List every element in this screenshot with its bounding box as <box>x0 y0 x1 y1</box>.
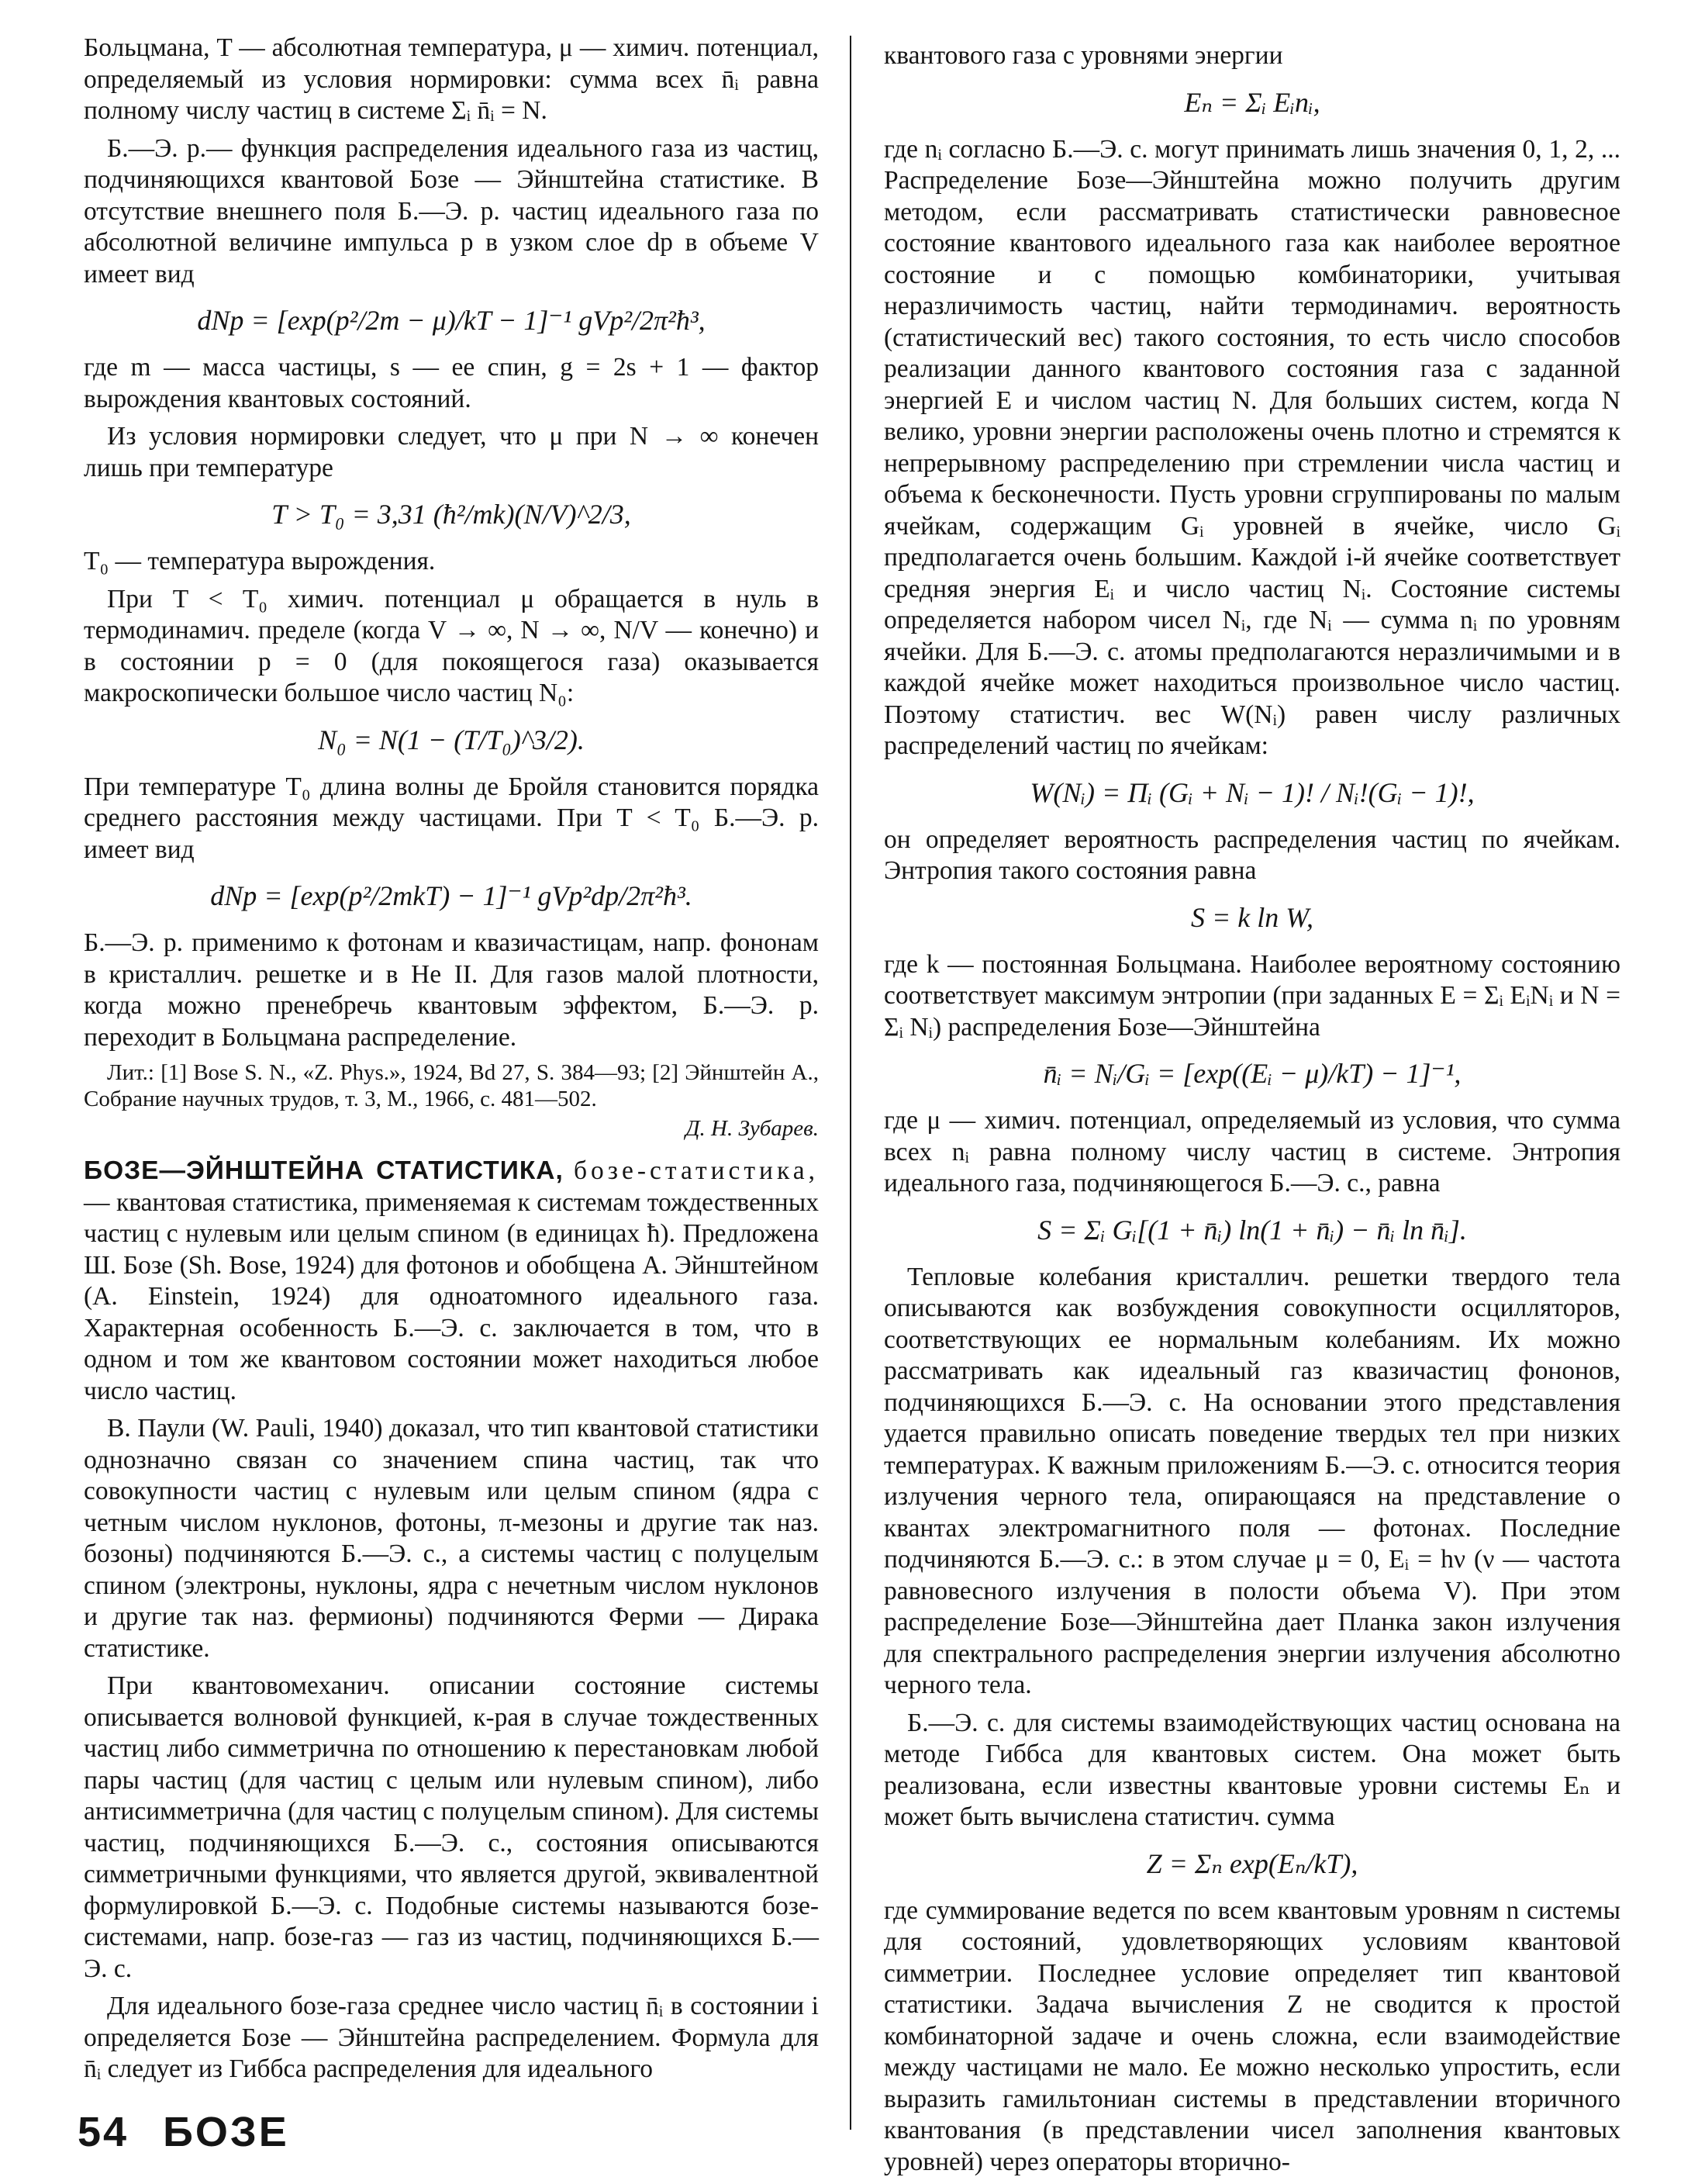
left-column <box>84 33 819 2092</box>
formula: S = k ln W, <box>1191 901 1313 933</box>
paragraph: Из условия нормировки следует, что μ при N → ∞ конечен лишь при температуре <box>84 422 819 482</box>
paragraph: T₀ — температура вырождения. <box>84 547 436 575</box>
right-column <box>884 40 1620 2184</box>
formula: N₀ = N(1 − (T/T₀)^3/2). <box>318 724 585 755</box>
paragraph: где μ — химич. потенциал, определяемый из условия, что сумма всех nᵢ равна полному числу частиц в системе. Энтропия идеального газа, подчиняющегося Б.—Э. с., равна <box>884 1106 1620 1197</box>
paragraph: Б.—Э. р.— функция распределения идеального газа из частиц, подчиняющихся квантовой Бозе — Эйнштейна статистике. В отсутствие внешнего поля Б.—Э. р. частиц идеального газа по абсолютной величине импульса p в узком слое dp в объеме V имеет вид <box>84 133 819 289</box>
paragraph: Б.—Э. с. для системы взаимодействующих частиц основана на методе Гиббса для квантовых систем. Она может быть реализована, если известны квантовые уровни системы Eₙ и может быть вычислена статистич. сумма <box>884 1708 1620 1831</box>
paragraph: При температуре T₀ длина волны де Бройля становится порядка среднего расстояния между частицами. При T < T₀ Б.—Э. р. имеет вид <box>84 772 819 864</box>
formula: n̄ᵢ = Nᵢ/Gᵢ = [exp((Eᵢ − μ)/kT) − 1]⁻¹, <box>1043 1058 1462 1089</box>
page-footer <box>78 2108 309 2156</box>
paragraph: Для идеального бозе-газа среднее число частиц n̄ᵢ в состоянии i определяется Бозе — Эйнштейна распределением. Формула для n̄ᵢ следует из Гиббса распределения для идеального <box>84 1992 819 2083</box>
formula: dNp = [exp(p²/2mkT) − 1]⁻¹ gVp²dp/2π²ħ³. <box>210 880 692 911</box>
entry-headword: БОЗЕ—ЭЙНШТЕЙНА СТАТИСТИКА, <box>84 1156 564 1185</box>
paragraph: В. Паули (W. Pauli, 1940) доказал, что тип квантовой статистики однозначно связан со значением спина частиц, так что совокупности частиц с нулевым или целым спином (ядра с четным числом нуклонов, фотоны, π-мезоны и другие так наз. бозоны) подчиняются Б.—Э. с., а системы частиц с полуцелым спином (электроны, нуклоны, ядра с нечетным числом нуклонов и другие так наз. фермионы) подчиняются Ферми — Дирака статистике. <box>84 1414 819 1663</box>
paragraph: где m — масса частицы, s — ее спин, g = 2s + 1 — фактор вырождения квантовых состояний. <box>84 353 819 413</box>
entry-definition: — квантовая статистика, применяемая к системам тождественных частиц с нулевым или целым спином (в единицах ħ). Предложена Ш. Бозе (Sh. Bose, 1924) для фотонов и обобщена А. Эйнштейном (A. Einstein, 1924) для одноатомного идеального газа. Характерная особенность Б.—Э. с. заключается в том, что в одном и том же квантовом состоянии может находиться любое число частиц. <box>84 1187 819 1405</box>
article-author: Д. Н. Зубарев. <box>685 1116 819 1141</box>
literature-references: Лит.: [1] Bose S. N., «Z. Phys.», 1924, Bd 27, S. 384—93; [2] Эйнштейн А., Собрание научных трудов, т. 3, М., 1966, с. 481—502. <box>84 1060 819 1111</box>
paragraph: При квантовомеханич. описании состояние системы описывается волновой функцией, к-рая в случае тождественных частиц либо симметрична по отношению к перестановкам любой пары частиц (для частиц с целым или нулевым спином), либо антисимметрична (для частиц с полуцелым спином). Для системы частиц, подчиняющихся Б.—Э. с., состояния описываются симметричными функциями, что является другой, эквивалентной формулировкой Б.—Э. с. Подобные системы называются бозе-системами, напр. бозе-газ — газ из частиц, подчиняющихся Б.—Э. с. <box>84 1671 819 1983</box>
formula: dNp = [exp(p²/2m − μ)/kT − 1]⁻¹ gVp²/2π²ħ³, <box>197 305 706 336</box>
formula: S = Σᵢ Gᵢ[(1 + n̄ᵢ) ln(1 + n̄ᵢ) − n̄ᵢ ln n̄ᵢ]. <box>1037 1214 1467 1246</box>
paragraph: где nᵢ согласно Б.—Э. с. могут принимать лишь значения 0, 1, 2, ... Распределение Бозе—Эйнштейна можно получить другим методом, если рассматривать статистически равновесное состояние квантового идеального газа как наиболее вероятное состояние и с помощью комбинаторики, учитывая неразличимость частиц, найти термодинамич. вероятность (статистический вес) такого состояния, то есть число способов реализации данного квантового состояния газа с заданной энергией E и числом частиц N. Для больших систем, когда N велико, уровни энергии расположены очень плотно и стремятся к непрерывному распределению при стремлении числа частиц и объема к бесконечности. Пусть уровни сгруппированы по малым ячейкам, содержащим Gᵢ уровней в ячейке, число Gᵢ предполагается очень большим. Каждой i-й ячейке соответствует средняя энергия Eᵢ и число частиц Nᵢ. Состояние системы определяется набором чисел Nᵢ, где Nᵢ — сумма nᵢ по уровням ячейки. Для Б.—Э. с. атомы предполагаются неразличимыми и в каждой ячейке может находиться произвольное число частиц. Поэтому статистич. вес W(Nᵢ) равен числу различных распределений частиц по ячейкам: <box>884 134 1620 760</box>
formula: W(Nᵢ) = Πᵢ (Gᵢ + Nᵢ − 1)! / Nᵢ!(Gᵢ − 1)!, <box>1030 776 1475 808</box>
paragraph: квантового газа с уровнями энергии <box>884 41 1283 70</box>
paragraph: он определяет вероятность распределения частиц по ячейкам. Энтропия такого состояния равна <box>884 824 1620 885</box>
paragraph: Тепловые колебания кристаллич. решетки твердого тела описываются как возбуждения совокупности осцилляторов, соответствующих ее нормальным колебаниям. Их можно рассматривать как идеальный газ квазичастиц фононов, подчиняющихся Б.—Э. с. На основании этого представления удается правильно описать поведение твердых тел при низких температурах. К важным приложениям Б.—Э. с. относится теория излучения черного тела, опирающаяся на представление о квантах электромагнитного поля — фотонах. Последние подчиняются Б.—Э. с.: в этом случае μ = 0, Eᵢ = hν (ν — частота равновесного излучения в полости объема V). При этом распределение Бозе—Эйнштейна дает Планка закон излучения для спектрального распределения энергии излучения абсолютно черного тела. <box>884 1262 1620 1699</box>
paragraph: Больцмана, T — абсолютная температура, μ — химич. потенциал, определяемый из условия нормировки: сумма всех n̄ᵢ равна полному числу частиц в системе Σᵢ n̄ᵢ = N. <box>84 33 819 125</box>
paragraph: где k — постоянная Больцмана. Наиболее вероятному состоянию соответствует максимум энтропии (при заданных E = Σᵢ EᵢNᵢ и N = Σᵢ Nᵢ) распределения Бозе—Эйнштейна <box>884 949 1620 1042</box>
column-divider <box>850 36 851 2130</box>
running-head: БОЗЕ <box>163 2109 289 2155</box>
formula: Eₙ = Σᵢ Eᵢnᵢ, <box>1184 86 1320 118</box>
page-number: 54 <box>78 2109 129 2155</box>
formula: Z = Σₙ exp(Eₙ/kT), <box>1146 1847 1358 1879</box>
paragraph: Б.—Э. р. применимо к фотонам и квазичастицам, напр. фононам в кристаллич. решетке и в He II. Для газов малой плотности, когда можно пренебречь квантовым эффектом, Б.—Э. р. переходит в Больцмана распределение. <box>84 928 819 1052</box>
formula: T > T₀ = 3,31 (ħ²/mk)(N/V)^2/3, <box>271 499 631 530</box>
entry-paragraph <box>84 1156 819 1407</box>
paragraph: При T < T₀ химич. потенциал μ обращается в нуль в термодинамич. пределе (когда V → ∞, N → ∞, N/V — конечно) и в состоянии p = 0 (для покоящегося газа) оказывается макроскопически большое число частиц N₀: <box>84 584 819 707</box>
paragraph: где суммирование ведется по всем квантовым уровням n системы для состояний, удовлетворяющих условиям квантовой симметрии. Последнее условие определяет тип квантовой статистики. Задача вычисления Z не сводится к простой комбинаторной задаче и очень сложна, если взаимодействие между частицами не мало. Ее можно несколько упростить, если выразить гамильтониан системы в представлении вторичного квантования (в представлении чисел заполнения квантовых уровней) через операторы вторично- <box>884 1895 1620 2176</box>
entry-alt-term: бозе-статистика, <box>574 1156 819 1185</box>
